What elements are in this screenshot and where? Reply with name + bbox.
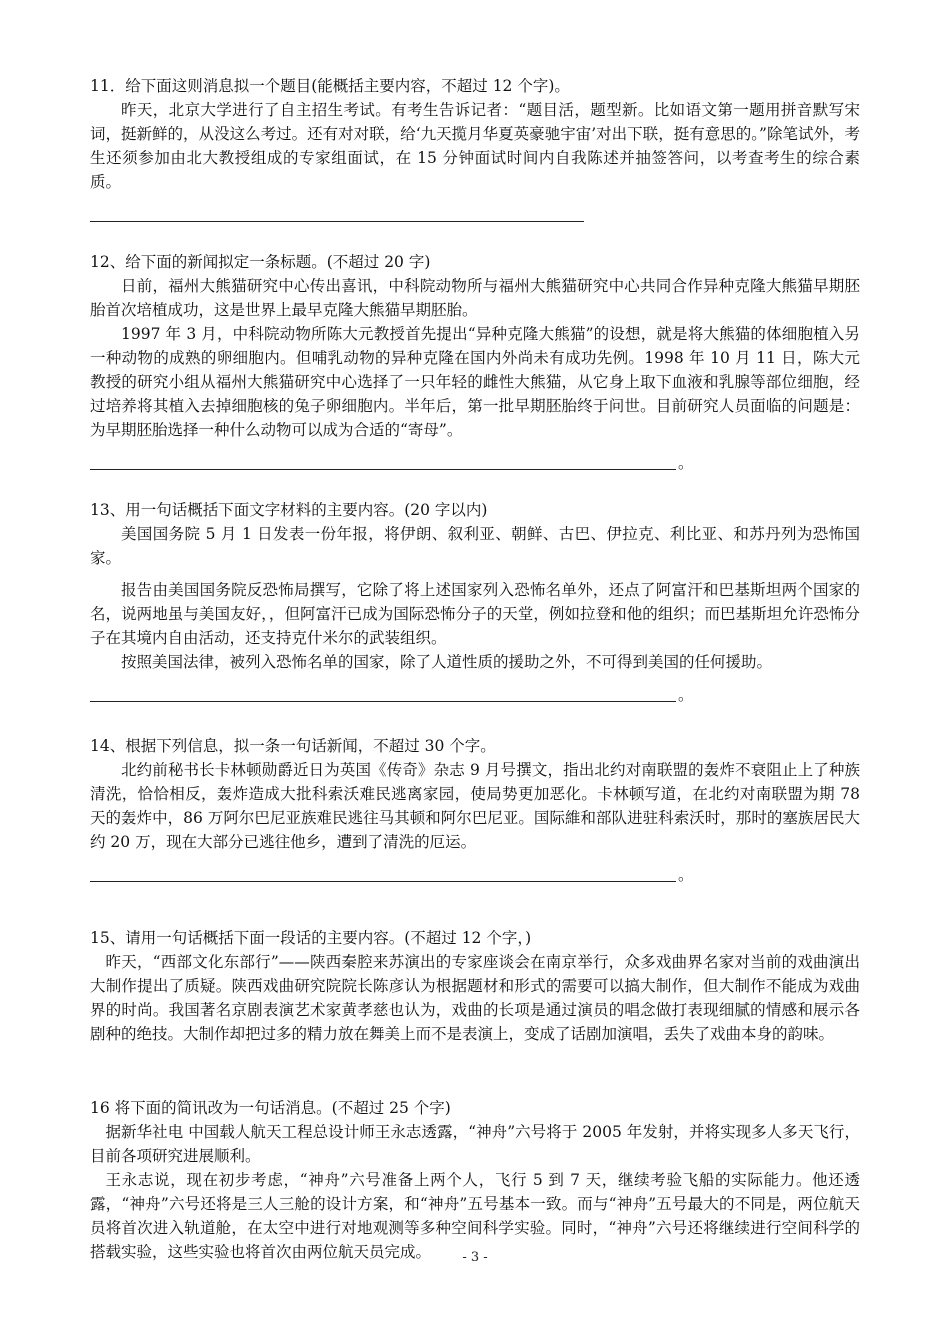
- answer-end-mark: 。: [678, 866, 694, 884]
- question-14-heading: 14、根据下列信息，拟一条一句话新闻，不超过 30 个字。: [90, 737, 496, 755]
- answer-underline: [90, 701, 676, 702]
- question-14-answer-line[interactable]: [90, 858, 860, 882]
- question-16: [90, 1096, 860, 1264]
- spacer: [90, 882, 860, 926]
- question-13-paragraph-1: 美国国务院 5 月 1 日发表一份年报，将伊朗、叙利亚、朝鲜、古巴、伊拉克、利比亚、和苏丹列为恐怖国家。: [90, 525, 860, 567]
- question-14: [90, 734, 860, 882]
- answer-end-mark: 。: [678, 686, 694, 704]
- question-11-answer-line[interactable]: [90, 198, 860, 222]
- answer-end-mark: 。: [678, 454, 694, 472]
- question-15: [90, 926, 860, 1046]
- question-13-paragraph-3: 按照美国法律，被列入恐怖名单的国家，除了人道性质的援助之外，不可得到美国的任何援助。: [121, 653, 773, 671]
- question-12-answer-line[interactable]: [90, 446, 860, 470]
- exam-page: [90, 74, 860, 1264]
- spacer: [90, 1046, 860, 1096]
- question-16-paragraph-1: 据新华社电 中国载人航天工程总设计师王永志透露，“神舟”六号将于 2005 年发射，并将实现多人多天飞行，目前各项研究进展顺利。: [90, 1123, 860, 1165]
- spacer: [90, 470, 860, 498]
- question-16-heading: 16 将下面的简讯改为一句话消息。(不超过 25 个字): [90, 1099, 451, 1117]
- spacer: [90, 222, 860, 250]
- question-13-answer-line[interactable]: [90, 678, 860, 702]
- question-15-heading: 15、请用一句话概括下面一段话的主要内容。(不超过 12 个字，): [90, 929, 532, 947]
- answer-underline: [90, 221, 584, 222]
- question-14-paragraph-1: 北约前秘书长卡林顿勋爵近日为英国《传奇》杂志 9 月号撰文，指出北约对南联盟的轰炸不衰阻止上了种族清洗，恰恰相反，轰炸造成大批科索沃难民逃离家园，使局势更加恶化。卡林顿写道，在北约对南联盟为期 78 天的轰炸中，86 万阿尔巴尼亚族难民逃往马其顿和阿尔巴尼亚。国际維和部队进驻科索沃时，那时的塞族居民大约 20 万，现在大部分已逃往他乡，遭到了清洗的厄运。: [90, 761, 860, 851]
- question-11-heading: 11．给下面这则消息拟一个题目(能概括主要内容，不超过 12 个字)。: [90, 77, 570, 95]
- question-11: [90, 74, 860, 222]
- question-12-paragraph-2: 1997 年 3 月，中科院动物所陈大元教授首先提出“异种克隆大熊猫”的设想，就是将大熊猫的体细胞植入另一种动物的成熟的卵细胞内。但哺乳动物的异种克隆在国内外尚未有成功先例。1998 年 10 月 11 日，陈大元教授的研究小组从福州大熊猫研究中心选择了一只年轻的雌性大熊猫，从它身上取下血液和乳腺等部位细胞，经过培养将其植入去掉细胞核的兔子卵细胞内。半年后，第一批早期胚胎终于问世。目前研究人员面临的问题是：为早期胚胎选择一种什么动物可以成为合适的“寄母”。: [90, 325, 860, 439]
- question-13-heading: 13、用一句话概括下面文字材料的主要内容。(20 字以内): [90, 501, 488, 519]
- page-number: - 3 -: [462, 1250, 488, 1265]
- answer-underline: [90, 881, 676, 882]
- question-13: [90, 498, 860, 702]
- question-16-paragraph-2: 王永志说，现在初步考虑，“神舟”六号准备上两个人，飞行 5 到 7 天，继续考验飞船的实际能力。他还透露，“神舟”六号还将是三人三舱的设计方案，和“神舟”五号基本一致。而与“神舟”五号最大的不同是，两位航天员将首次进入轨道舱，在太空中进行对地观测等多种空间科学实验。同时，“神舟”六号还将继续进行空间科学的搭载实验，这些实验也将首次由两位航天员完成。: [90, 1171, 860, 1261]
- question-11-paragraph-1: 昨天，北京大学进行了自主招生考试。有考生告诉记者：“题目活，题型新。比如语文第一题用拼音默写宋词，挺新鲜的，从没这么考过。还有对对联，给‘九天揽月华夏英豪驰宇宙’对出下联，挺有意思的。”除笔试外，考生还须参加由北大教授组成的专家组面试，在 15 分钟面试时间内自我陈述并抽签答问，以考查考生的综合素质。: [90, 101, 860, 191]
- answer-underline: [90, 469, 676, 470]
- question-13-paragraph-2: 报告由美国国务院反恐怖局撰写，它除了将上述国家列入恐怖名单外，还点了阿富汗和巴基斯坦两个国家的名，说两地虽与美国友好，，但阿富汗已成为国际恐怖分子的天堂，例如拉登和他的组织；而巴基斯坦允许恐怖分子在其境内自由活动，还支持克什米尔的武装组织。: [90, 581, 860, 647]
- question-15-paragraph-1: 昨天，“西部文化东部行”——陕西秦腔来苏演出的专家座谈会在南京举行，众多戏曲界名家对当前的戏曲演出大制作提出了质疑。陕西戏曲研究院院长陈彦认为根据题材和形式的需要可以搞大制作，但大制作不能成为戏曲界的时尚。我国著名京剧表演艺术家黄孝慈也认为，戏曲的长项是通过演员的唱念做打表现细腻的情感和展示各剧种的绝技。大制作却把过多的精力放在舞美上而不是表演上，变成了话剧加演唱，丢失了戏曲本身的韵味。: [90, 953, 860, 1043]
- spacer: [90, 702, 860, 734]
- question-12-paragraph-1: 日前，福州大熊猫研究中心传出喜讯，中科院动物所与福州大熊猫研究中心共同合作异种克隆大熊猫早期胚胎首次培植成功，这是世界上最早克隆大熊猫早期胚胎。: [90, 277, 860, 319]
- question-12-heading: 12、给下面的新闻拟定一条标题。(不超过 20 字): [90, 253, 431, 271]
- question-12: [90, 250, 860, 470]
